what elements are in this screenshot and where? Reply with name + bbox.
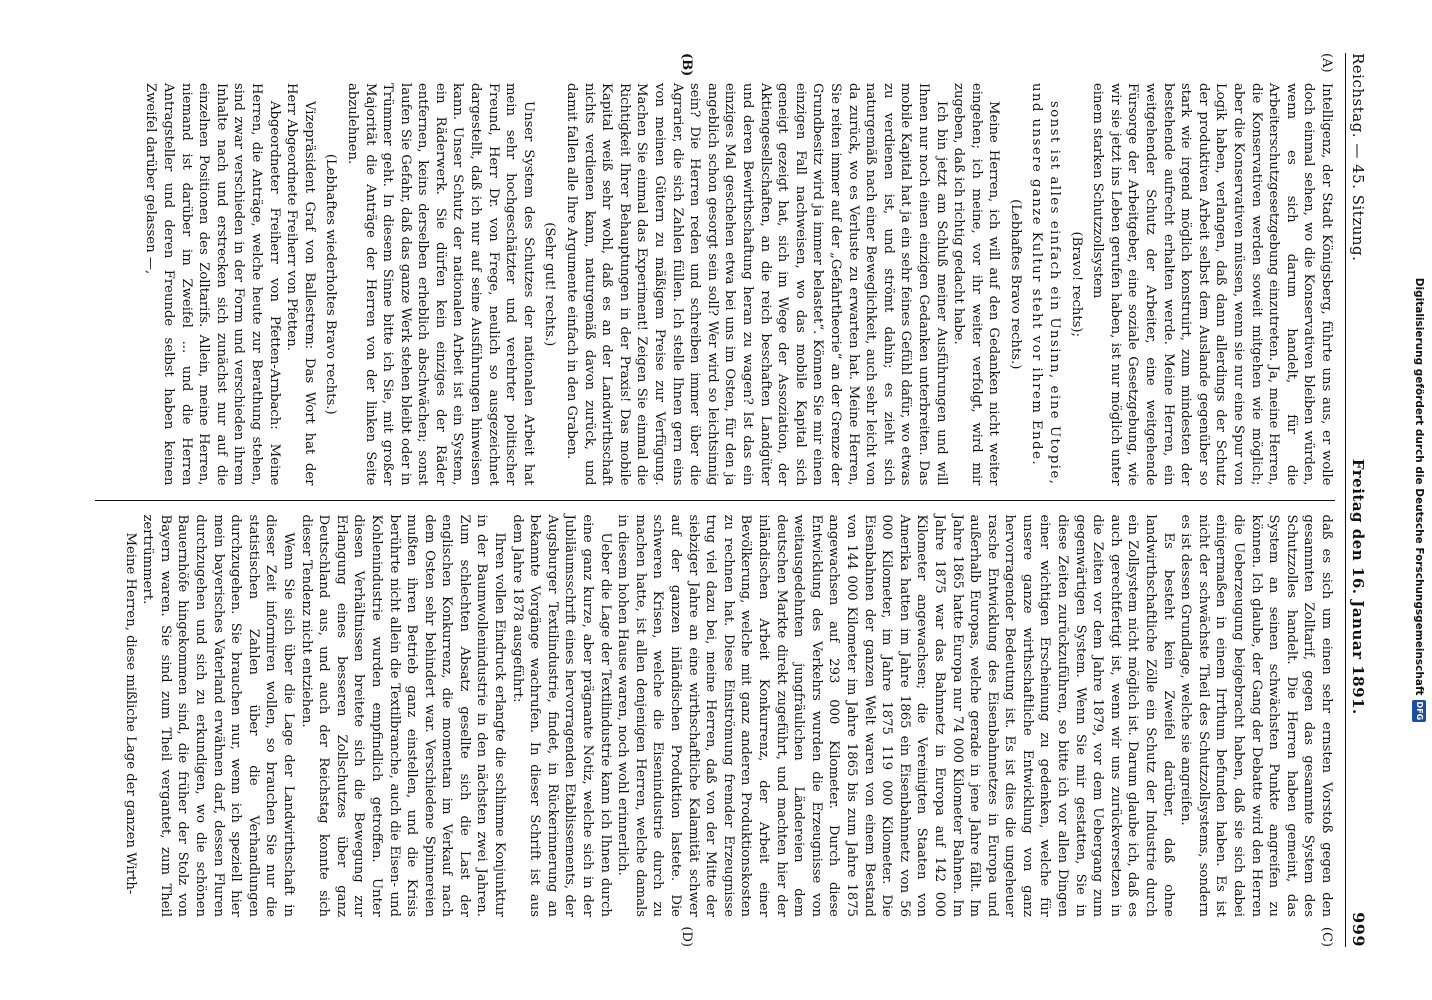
text-columns bbox=[95, 53, 1335, 947]
left-column-paragraph: Intelligenz, der Stadt Königsberg, führte uns aus, er wolle doch einmal sehen, wo die Konservativen bleiben würden, wenn es sich darum handelt, für die Arbeiterschutzgesetzgebung einzutreten. Ja, meine Herren, die Konservativen werden soweit mitgehen wie möglich; aber die Konservativen müssen, wenn sie nur eine Spur von Logik haben, verlangen, daß dann allerdings der Schutz der produktiven Arbeit selbst dem Auslande gegenüber so stark wie irgend möglich konstruirt, zum mindesten der bestehende aufrecht erhalten werde. Meine Herren, ein weitgehender Schutz der Arbeiter, eine weitgehende Fürsorge der Arbeitgeber, eine soziale Gesetzgebung, wie wir sie jetzt ins Leben gerufen haben, ist nur möglich unter einem starken Schutzzollsystem bbox=[1090, 83, 1334, 486]
right-column-paragraph: Ihren vollen Eindruck erlangte die schlimme Konjunktur in der Baumwollenindustrie in den nächsten zwei Jahren. Zum schlechten Absatz gesellte sich die Last der englischen Konkurrenz, die momentan im Verkauf nach dem Osten sehr behindert war. Verschiedene Spinnereien mußten ihren Betrieb ganz einstellen, und die Krisis berührte nicht allein die Textilbranche, auch die Eisen- und Kohlenindustrie wurden empfindlich getroffen. Unter diesen Verhältnissen breitete sich die Bewegung zur Erlangung eines besseren Zollschutzes über ganz Deutschland aus, und auch der Reichstag konnte sich dieser Tendenz nicht entziehen. bbox=[298, 514, 508, 917]
header-date: Freitag den 16. Januar 1891. bbox=[1349, 458, 1367, 715]
left-column-remark: (Lebhaftes Bravo rechts.) bbox=[1007, 199, 1023, 370]
left-column-paragraph: Meine Herren, ich will auf den Gedanken nicht weiter eingehen; ich meine, vor ihr weiter verfolgt, wird mir zugeben, daß ich richtig gedacht habe. bbox=[951, 83, 1002, 486]
right-column-paragraph: daß es sich um einen sehr ernsten Vorstoß gegen den gesammten Zolltarif, gegen das gesammte System des Schutzzolles handelt. Die Herren haben gemeint, das System an seinen schwächsten Punkte angreifen zu können. Ich glaube, der Gang der Debatte wird den Herren die Ueberzeugung beigebracht haben, daß sie sich dabei einigermaßen in einem Irrthum befunden haben. Es ist nicht der schwächste Theil des Schutzzollsystems, sondern es ist dessen Grundlage, welche sie angreifen. bbox=[1178, 514, 1334, 917]
margin-marker-a: (A) bbox=[1319, 53, 1334, 73]
left-column-paragraph: Ich bin jetzt am Schluß meiner Ausführungen und will Ihnen nur noch einen einzigen Gedanken unterbreiten. Das mobile Kapital hat ja ein sehr feines Gefühl dafür, wo etwas zu verdienen ist, und strömt dahin; es zieht sich naturgemäß nach einer Beweglichkeit, auch sehr leicht von da zurück, wo es Verluste zu erwarten hat. Meine Herren, Sie reiten immer auf der „Gefahrtheorie“ an der Grenze der Grundbesitz wird ja immer belastet“. Können Sie mir einen einzigen Fall nachweisen, wo das mobile Kapital sich geneigt gezeigt hat, sich im Wege der Assoziation, der Aktiengesellschaften, an die reich beschaften Landgüter und deren Bewirthschaftung heran zu wagen? Ist das ein einziges Mal geschehen etwa bei uns im Osten, für den ja angeblich schon gesorgt sein soll? Wer wird so leichtsinnig sein? Die Herren reden und schreiben immer über die Agrarier, die sich Zahlen füllen. Ich stelle Ihnen gern eins von meinen Gütern zu mäßigem Preise zur Verfügung. Machen Sie einmal das Experiment! Zeigen Sie einmal die Richtigkeit Ihrer Behauptungen in der Praxis! Das mobile Kapital weiß sehr wohl, daß es an der Landwirthschaft nichts verdienen kann, naturgemäß davon zurück, und damit fallen alle Ihre Argumente einfach in den Graben. bbox=[564, 83, 949, 486]
digitization-credit: Digitalisierung gefördert durch die Deutsche Forschungsgemeinschaft bbox=[1413, 277, 1425, 696]
right-column-paragraph: Meine Herren, diese mißliche Lage der ganzen Wirth- bbox=[122, 532, 138, 895]
header-left: Reichstag. — 45. Sitzung. bbox=[1349, 53, 1367, 262]
running-head bbox=[1345, 53, 1368, 947]
left-column-remark: (Sehr gut! rechts.) bbox=[542, 222, 558, 347]
right-column-paragraph: Wenn Sie sich über die Lage der Landwirthschaft in dieser Zeit informiren wollen, so brauchen Sie nur die statistischen Zahlen über die Verhandlungen durchzugehen. Sie brauchen nur, wenn ich speziell hier mein bayerisches Vaterland erwähnen darf, dessen Fluren durchzugehen und sich zu erkundigen, wo die schönen Bauernhöfe hingekommen sind, die früher der Stolz von Bayern waren. Sie sind zum Theil vergantet, zum Theil zertrümmert. bbox=[140, 514, 296, 917]
left-column bbox=[95, 53, 1335, 500]
left-column-remark: (Bravo! rechts); bbox=[1068, 231, 1084, 338]
margin-marker-d: (D) bbox=[679, 926, 694, 947]
right-column-paragraph: Es besteht kein Zweifel darüber, daß ohne landwirthschaftliche Zölle ein Schutz der Industrie durch ein Zollsystem nicht möglich ist. Darum glaube ich, daß es auch gerechtfertigt ist, wenn wir uns zurückversetzen in die Zeiten vor dem Jahre 1879, vor dem Uebergang zum gegenwärtigen System. Wenn Sie mir gestatten, Sie in diese Zeiten zurückzuführen, so bitte ich vor allen Dingen einer wichtigen Erscheinung zu gedenken, welche für unsere ganze wirthschaftliche Entwicklung von ganz hervorragender Bedeutung ist. Es ist dies die ungeheuer rasche Entwicklung des Eisenbahnnetzes in Europa und außerhalb Europas, welche gerade in jene Jahre fällt. Im Jahre 1865 hatte Europa nur 74 000 Kilometer Bahnen. Im Jahre 1875 war das Bahnnetz in Europa auf 142 000 Kilometer angewachsen; die Vereinigten Staaten von Amerika hatten im Jahre 1865 ein Eisenbahnnetz von 56 000 Kilometer, im Jahre 1875 119 000 Kilometer. Die Eisenbahnen der ganzen Welt waren von einem Bestand von 144 000 Kilometer im Jahre 1865 bis zum Jahre 1875 angewachsen auf 293 000 Kilometer. Durch diese Entwicklung des Verkehrs wurden die Erzeugnisse von weitausgedehnten jungfräulichen Ländereien dem deutschen Markte direkt zugeführt, und machten hier der inländischen Arbeit Konkurrenz, der Arbeit einer Bevölkerung, welche mit ganz anderen Produktionskosten zu rechnen hat. Diese Einströmung fremder Erzeugnisse trug viel dazu bei, meine Herren, daß von der Mitte der siebziger Jahre an eine wirthschaftliche Kalamität schwer auf der ganzen inländischen Produktion lastete. Die schweren Krisen, welche die Eisenindustrie durch zu machen hatte, ist allen denjenigen Herren, welche damals in diesem hohen Hause waren, noch wohl erinnerlich. bbox=[615, 514, 1176, 917]
left-column-paragraph: Abgeordneter Freiherr von Pfetten-Arnbach: Meine Herren, die Anträge, welche heute zur Berathung stehen, sind zwar verschieden in der Form und verschieden ihrem Inhalte nach und erstrecken sich zunächst nur auf die einzelnen Positionen des Zolltarifs. Allein, meine Herren, niemand ist darüber im Zweifel ... und die Herren Antragsteller und deren Freunde selbst haben keinen Zweifel darüber gelassen —, bbox=[143, 83, 282, 486]
dfg-logo-icon: DFG bbox=[1412, 700, 1426, 723]
margin-marker-b: (B) bbox=[679, 53, 694, 77]
page-number: 999 bbox=[1349, 912, 1368, 947]
left-column-paragraph: Unser System des Schutzes der nationalen Arbeit hat mein sehr hochgeschätzter und verehrter politischer Freund, Herr Dr. von Frege, neulich so ausgezeichnet dargestellt, daß ich nur auf seine Ausführungen hinweisen kann. Unser Schutz der nationalen Arbeit ist ein System, ein Räderwerk. Sie dürfen kein einziges der Räder entfernen, keins derselben erheblich abschwächen; sonst laufen Sie Gefahr, daß das ganze Werk stehen bleibt oder in Trümmer geht. In diesem Sinne bitte ich Sie, mit großer Majorität die Anträge der Herren von der linken Seite abzulehnen. bbox=[344, 83, 536, 486]
left-column-paragraph: sonst ist alles einfach ein Unsinn, eine Utopie, und unsere ganze Kultur steht vor ihrem Ende. bbox=[1029, 83, 1063, 486]
right-column-paragraph: Ueber die Lage der Textilindustrie kann ich Ihnen durch eine ganz kurze, aber prägnante Notiz, welche sich in der Jubiläumsschrift eines hervorragenden Etablissements, der Augsburger Textilindustrie, findet, in Rückerinnerung an bekannte Vorgänge wachrufen. In dieser Schrift ist aus dem Jahre 1878 ausgeführt: bbox=[509, 514, 613, 917]
left-column-paragraph: Vizepräsident Graf von Ballestrem: Das Wort hat der Herr Abgeordnete Freiherr von Pfetten. bbox=[284, 83, 317, 486]
margin-marker-c: (C) bbox=[1319, 926, 1334, 947]
document-page bbox=[56, 35, 1376, 965]
left-column-remark: (Lebhaftes wiederholtes Bravo rechts.) bbox=[323, 153, 339, 415]
digitization-note bbox=[1412, 130, 1426, 870]
right-column bbox=[95, 501, 1335, 948]
